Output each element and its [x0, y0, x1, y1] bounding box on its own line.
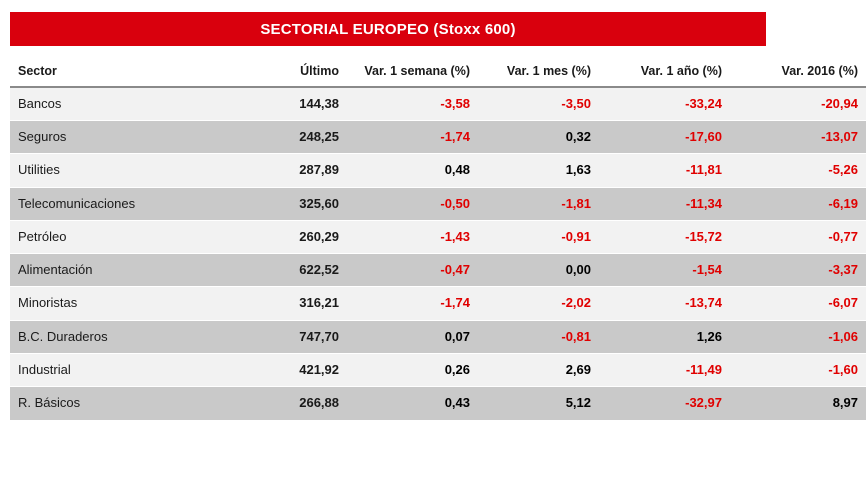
report-title-bar [10, 12, 766, 46]
cell-var-1-anio: -15,72 [599, 220, 730, 253]
cell-var-1-semana: -1,74 [347, 287, 478, 320]
cell-var-1-semana: -0,47 [347, 254, 478, 287]
cell-var-1-semana: 0,07 [347, 320, 478, 353]
cell-var-1-anio: -11,34 [599, 187, 730, 220]
cell-var-1-anio: -13,74 [599, 287, 730, 320]
table-row [10, 120, 866, 153]
cell-sector: Petróleo [10, 220, 241, 253]
table-row [10, 354, 866, 387]
table-row [10, 320, 866, 353]
cell-var-1-mes: 0,32 [478, 120, 599, 153]
cell-ultimo: 622,52 [241, 254, 347, 287]
column-header-var-1-anio: Var. 1 año (%) [599, 64, 730, 87]
cell-var-1-mes: 1,63 [478, 154, 599, 187]
cell-var-1-anio: -32,97 [599, 387, 730, 420]
cell-var-1-mes: -2,02 [478, 287, 599, 320]
cell-var-1-anio: -11,49 [599, 354, 730, 387]
column-header-sector: Sector [10, 64, 241, 87]
table-row [10, 287, 866, 320]
column-header-var-2016: Var. 2016 (%) [730, 64, 866, 87]
sector-report-page [0, 12, 858, 492]
sector-performance-table [10, 64, 866, 421]
cell-ultimo: 747,70 [241, 320, 347, 353]
cell-sector: B.C. Duraderos [10, 320, 241, 353]
table-row [10, 187, 866, 220]
column-header-var-1-mes: Var. 1 mes (%) [478, 64, 599, 87]
cell-ultimo: 316,21 [241, 287, 347, 320]
cell-var-2016: -1,06 [730, 320, 866, 353]
cell-ultimo: 421,92 [241, 354, 347, 387]
cell-var-1-semana: 0,43 [347, 387, 478, 420]
cell-sector: Bancos [10, 87, 241, 121]
cell-var-1-mes: 0,00 [478, 254, 599, 287]
cell-var-1-mes: -0,81 [478, 320, 599, 353]
column-header-var-1-semana: Var. 1 semana (%) [347, 64, 478, 87]
cell-sector: Telecomunicaciones [10, 187, 241, 220]
cell-var-1-mes: 5,12 [478, 387, 599, 420]
cell-var-2016: -20,94 [730, 87, 866, 121]
cell-sector: Alimentación [10, 254, 241, 287]
cell-ultimo: 325,60 [241, 187, 347, 220]
table-row [10, 220, 866, 253]
cell-var-2016: -5,26 [730, 154, 866, 187]
cell-sector: Minoristas [10, 287, 241, 320]
cell-var-1-semana: -0,50 [347, 187, 478, 220]
table-row [10, 254, 866, 287]
cell-var-1-anio: 1,26 [599, 320, 730, 353]
table-row [10, 87, 866, 121]
cell-var-2016: -6,07 [730, 287, 866, 320]
cell-var-2016: -6,19 [730, 187, 866, 220]
cell-var-1-anio: -17,60 [599, 120, 730, 153]
cell-var-1-mes: -3,50 [478, 87, 599, 121]
page-title: SECTORIAL EUROPEO (Stoxx 600) [260, 20, 516, 38]
table-header [10, 64, 866, 87]
cell-var-1-mes: -1,81 [478, 187, 599, 220]
cell-var-2016: -1,60 [730, 354, 866, 387]
table-row [10, 387, 866, 420]
table-body [10, 87, 866, 420]
cell-var-2016: -0,77 [730, 220, 866, 253]
cell-var-1-semana: -1,74 [347, 120, 478, 153]
cell-var-1-anio: -1,54 [599, 254, 730, 287]
table-row [10, 154, 866, 187]
cell-sector: Seguros [10, 120, 241, 153]
cell-sector: R. Básicos [10, 387, 241, 420]
cell-var-1-anio: -33,24 [599, 87, 730, 121]
cell-var-2016: -13,07 [730, 120, 866, 153]
cell-ultimo: 144,38 [241, 87, 347, 121]
cell-sector: Industrial [10, 354, 241, 387]
cell-sector: Utilities [10, 154, 241, 187]
cell-ultimo: 266,88 [241, 387, 347, 420]
cell-var-1-semana: 0,48 [347, 154, 478, 187]
cell-ultimo: 260,29 [241, 220, 347, 253]
cell-var-1-semana: -3,58 [347, 87, 478, 121]
table-header-row [10, 64, 866, 87]
cell-var-1-mes: -0,91 [478, 220, 599, 253]
cell-var-2016: 8,97 [730, 387, 866, 420]
cell-var-1-semana: 0,26 [347, 354, 478, 387]
cell-ultimo: 287,89 [241, 154, 347, 187]
cell-var-2016: -3,37 [730, 254, 866, 287]
cell-var-1-mes: 2,69 [478, 354, 599, 387]
cell-var-1-semana: -1,43 [347, 220, 478, 253]
cell-var-1-anio: -11,81 [599, 154, 730, 187]
column-header-ultimo: Último [241, 64, 347, 87]
cell-ultimo: 248,25 [241, 120, 347, 153]
